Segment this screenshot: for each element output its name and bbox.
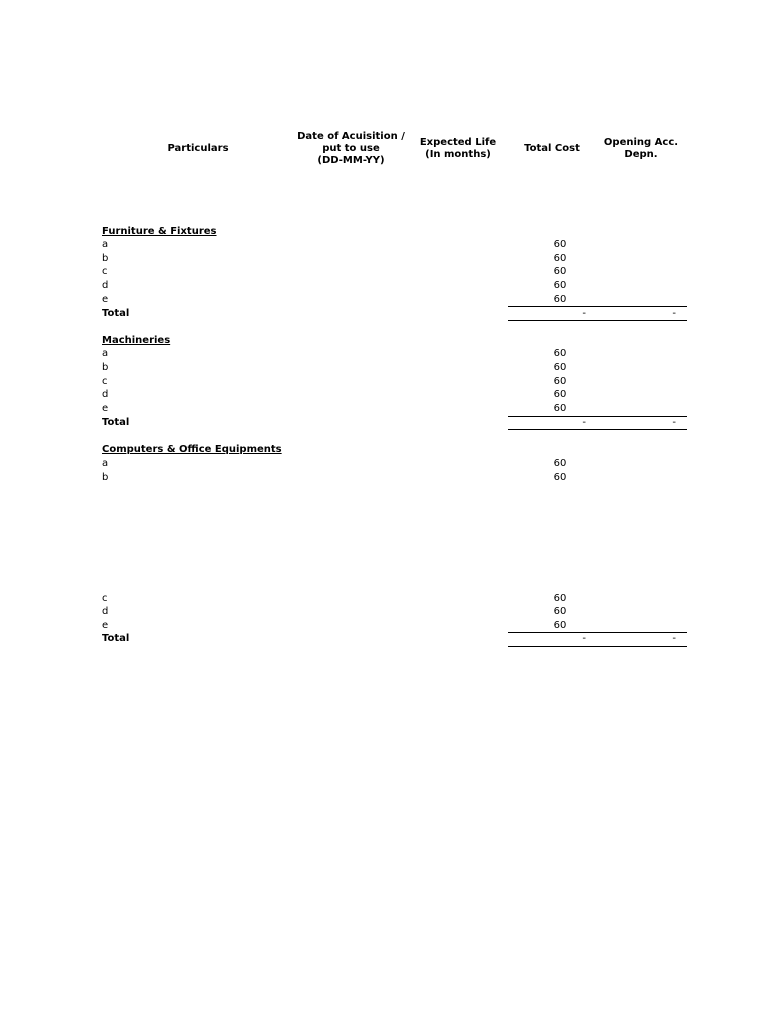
table-row bbox=[102, 606, 702, 619]
total-top-rule bbox=[508, 306, 687, 307]
header-total-cost: Total Cost bbox=[524, 143, 580, 154]
section-title-machineries: Machineries bbox=[102, 335, 171, 346]
row-label: e bbox=[102, 620, 109, 631]
header-particulars: Particulars bbox=[167, 143, 229, 154]
table-row bbox=[102, 403, 702, 416]
total-opening-value: - bbox=[672, 633, 676, 644]
total-cost-value: - bbox=[582, 633, 586, 644]
total-bottom-rule bbox=[508, 429, 687, 430]
row-label: d bbox=[102, 280, 109, 291]
row-expected-life: 60 bbox=[553, 458, 567, 469]
total-label: Total bbox=[102, 633, 130, 644]
total-opening-value: - bbox=[672, 308, 676, 319]
table-row bbox=[102, 239, 702, 252]
total-opening-value: - bbox=[672, 417, 676, 428]
section-title-furniture: Furniture & Fixtures bbox=[102, 226, 217, 237]
row-label: e bbox=[102, 294, 109, 305]
row-expected-life: 60 bbox=[553, 472, 567, 483]
row-expected-life: 60 bbox=[553, 606, 567, 617]
row-expected-life: 60 bbox=[553, 593, 567, 604]
row-label: e bbox=[102, 403, 109, 414]
row-expected-life: 60 bbox=[553, 239, 567, 250]
table-row bbox=[102, 266, 702, 279]
header-date-of-acquisition: Date of Acuisition / put to use (DD-MM-YY) bbox=[297, 131, 405, 166]
row-expected-life: 60 bbox=[553, 348, 567, 359]
row-label: a bbox=[102, 348, 109, 359]
table-row bbox=[102, 376, 702, 389]
row-expected-life: 60 bbox=[553, 376, 567, 387]
table-row bbox=[102, 389, 702, 402]
row-label: c bbox=[102, 376, 108, 387]
row-expected-life: 60 bbox=[553, 266, 567, 277]
row-expected-life: 60 bbox=[553, 253, 567, 264]
total-cost-value: - bbox=[582, 417, 586, 428]
row-label: b bbox=[102, 362, 109, 373]
row-label: a bbox=[102, 239, 109, 250]
table-row bbox=[102, 348, 702, 361]
row-expected-life: 60 bbox=[553, 294, 567, 305]
row-expected-life: 60 bbox=[553, 403, 567, 414]
table-row bbox=[102, 253, 702, 266]
total-label: Total bbox=[102, 308, 130, 319]
header-expected-life: Expected Life (In months) bbox=[419, 137, 497, 160]
table-row bbox=[102, 458, 702, 471]
table-row bbox=[102, 593, 702, 606]
total-cost-value: - bbox=[582, 308, 586, 319]
row-label: d bbox=[102, 389, 109, 400]
table-row bbox=[102, 472, 702, 485]
total-label: Total bbox=[102, 417, 130, 428]
table-row bbox=[102, 280, 702, 293]
row-label: d bbox=[102, 606, 109, 617]
row-expected-life: 60 bbox=[553, 362, 567, 373]
header-opening-acc-depn: Opening Acc. Depn. bbox=[603, 137, 679, 160]
table-row bbox=[102, 362, 702, 375]
row-label: b bbox=[102, 472, 109, 483]
total-bottom-rule bbox=[508, 646, 687, 647]
row-label: a bbox=[102, 458, 109, 469]
total-bottom-rule bbox=[508, 320, 687, 321]
section-title-computers: Computers & Office Equipments bbox=[102, 444, 282, 455]
row-label: c bbox=[102, 266, 108, 277]
row-expected-life: 60 bbox=[553, 389, 567, 400]
row-expected-life: 60 bbox=[553, 280, 567, 291]
row-expected-life: 60 bbox=[553, 620, 567, 631]
row-label: b bbox=[102, 253, 109, 264]
row-label: c bbox=[102, 593, 108, 604]
